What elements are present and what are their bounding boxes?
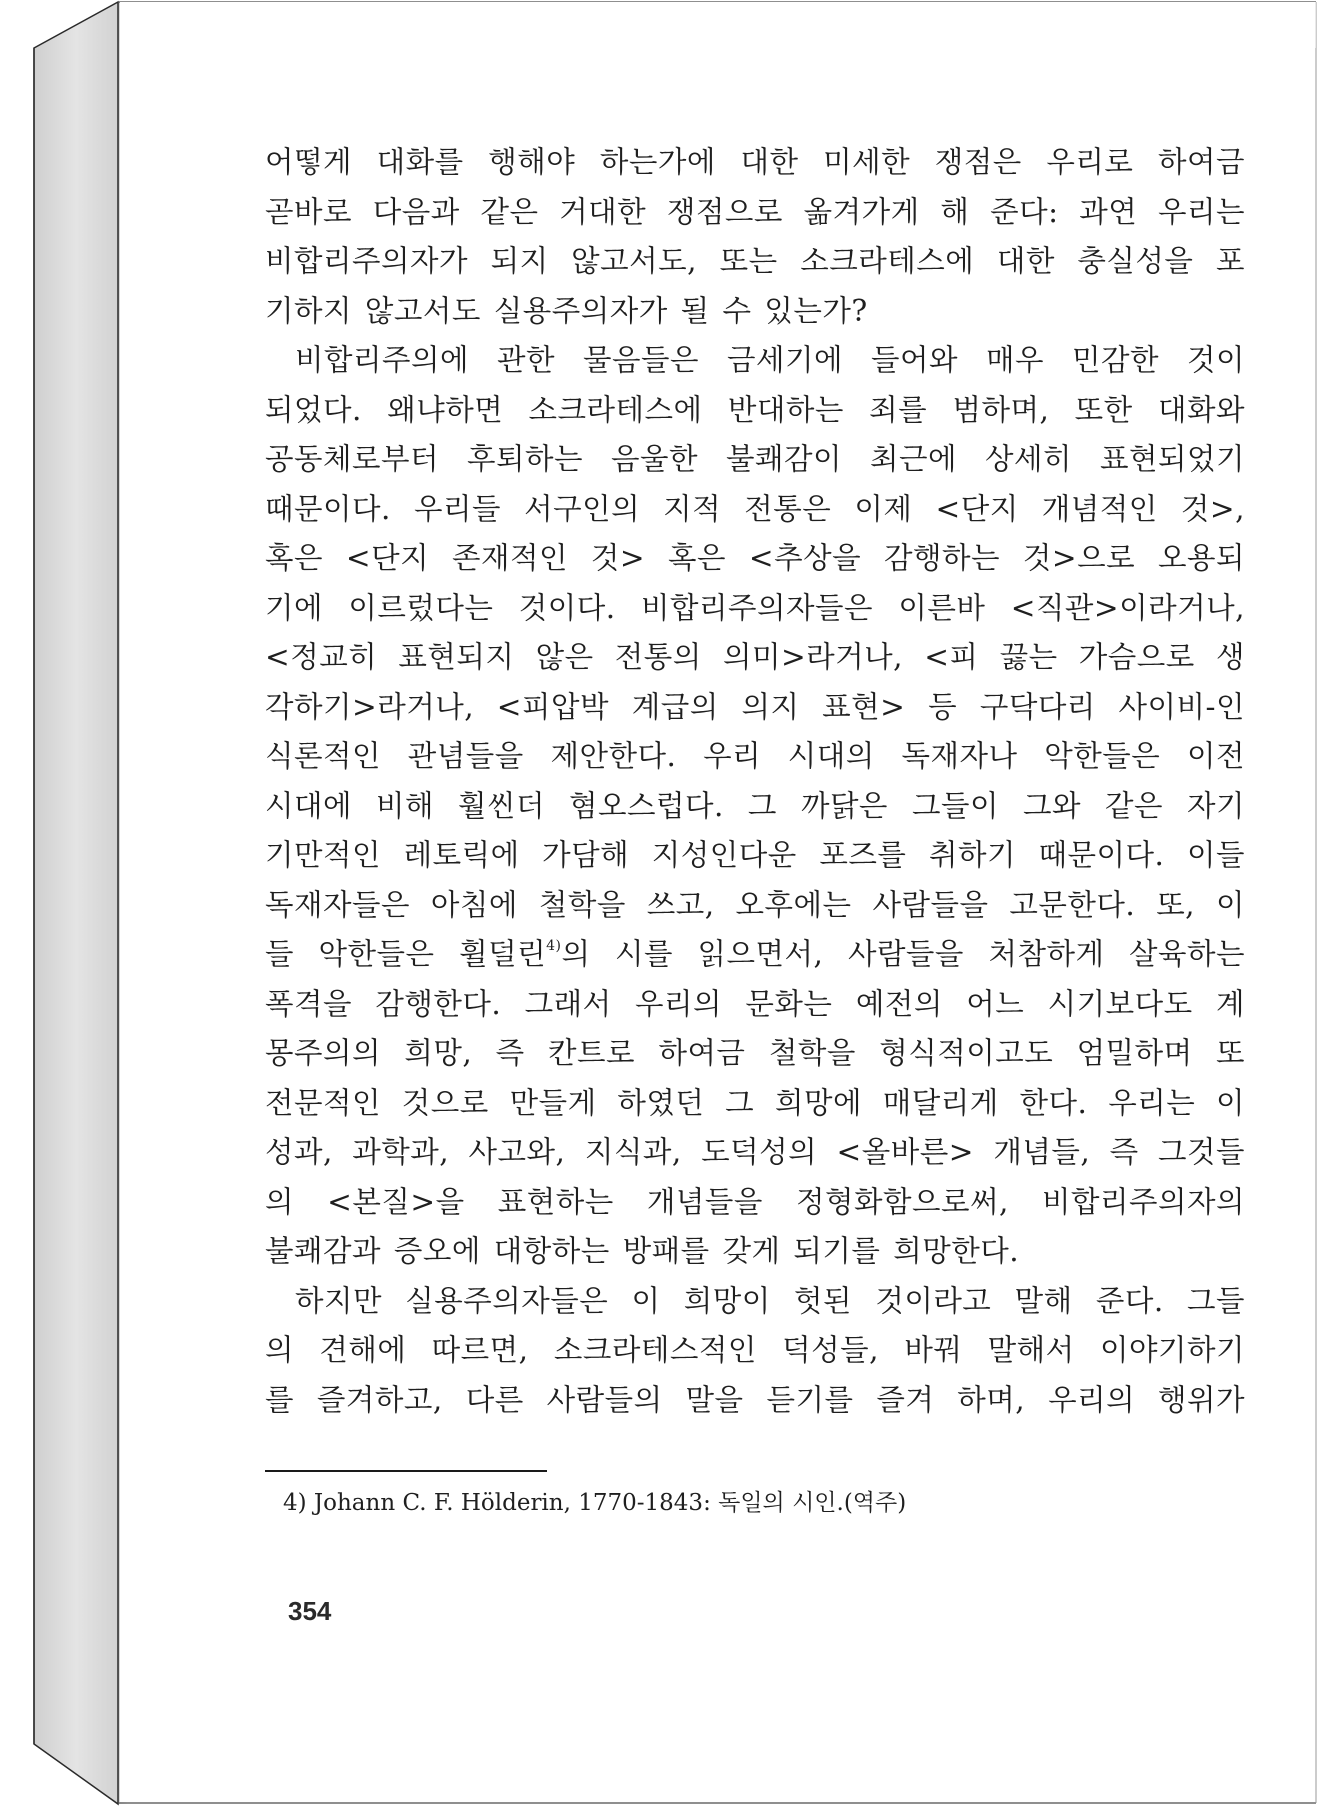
- text-line: 기만적인 레토릭에 가담해 지성인다운 포즈를 취하기 때문이다. 이들: [265, 838, 1245, 872]
- text-line: 어떻게 대화를 행해야 하는가에 대한 미세한 쟁점은 우리로 하여금: [265, 145, 1245, 179]
- text-line: 기하지 않고서도 실용주의자가 될 수 있는가?: [265, 293, 868, 328]
- text-line: 기에 이르렀다는 것이다. 비합리주의자들은 이른바 <직관>이라거나,: [265, 590, 1245, 625]
- footnote-reference: 4): [546, 938, 562, 954]
- text-line: 의 <본질>을 표현하는 개념들을 정형화함으로써, 비합리주의자의: [265, 1184, 1245, 1219]
- text-line: 몽주의의 희망, 즉 칸트로 하여금 철학을 형식적이고도 엄밀하며 또: [265, 1036, 1245, 1070]
- footnote-divider: [265, 1470, 547, 1472]
- text-line: 혹은 <단지 존재적인 것> 혹은 <추상을 감행하는 것>으로 오용되: [265, 541, 1245, 575]
- text-line: 때문이다. 우리들 서구인의 지적 전통은 이제 <단지 개념적인 것>,: [265, 491, 1245, 526]
- text-line: 비합리주의자가 되지 않고서도, 또는 소크라테스에 대한 충실성을 포: [265, 244, 1245, 278]
- text-line: 시대에 비해 훨씬더 혐오스럽다. 그 까닭은 그들이 그와 같은 자기: [265, 788, 1245, 823]
- text-line: 식론적인 관념들을 제안한다. 우리 시대의 독재자나 악한들은 이전: [265, 739, 1245, 773]
- text-line: 를 즐겨하고, 다른 사람들의 말을 듣기를 즐겨 하며, 우리의 행위가: [265, 1382, 1245, 1417]
- text-line: 하지만 실용주의자들은 이 희망이 헛된 것이라고 말해 준다. 그들: [295, 1283, 1245, 1318]
- text-line: 전문적인 것으로 만들게 하였던 그 희망에 매달리게 한다. 우리는 이: [265, 1085, 1245, 1120]
- text-line: 비합리주의에 관한 물음들은 금세기에 들어와 매우 민감한 것이: [295, 343, 1245, 377]
- text-line: 되었다. 왜냐하면 소크라테스에 반대하는 죄를 범하며, 또한 대화와: [265, 392, 1245, 427]
- page-number: 354: [288, 1596, 332, 1626]
- text-line: 곧바로 다음과 같은 거대한 쟁점으로 옮겨가게 해 준다: 과연 우리는: [265, 194, 1245, 229]
- text-segment: 의 시를 읽으면서, 사람들을 처참하게 살육하는: [561, 937, 1245, 971]
- text-line: 독재자들은 아침에 철학을 쓰고, 오후에는 사람들을 고문한다. 또, 이: [265, 887, 1245, 922]
- text-line: <정교히 표현되지 않은 전통의 의미>라거나, <피 끓는 가슴으로 생: [265, 640, 1245, 674]
- footnote: 4) Johann C. F. Hölderin, 1770-1843: 독일의 시인.(역주): [283, 1490, 907, 1516]
- text-line: 의 견해에 따르면, 소크라테스적인 덕성들, 바꿔 말해서 이야기하기: [265, 1333, 1245, 1367]
- body-text: [265, 138, 1245, 1425]
- text-line-with-footnote: [265, 930, 1245, 980]
- text-line: 폭격을 감행한다. 그래서 우리의 문화는 예전의 어느 시기보다도 계: [265, 986, 1245, 1021]
- text-line: 성과, 과학과, 사고와, 지식과, 도덕성의 <올바른> 개념들, 즉 그것들: [265, 1135, 1245, 1169]
- text-segment: 들 악한들은 휠덜린: [265, 937, 547, 971]
- text-line: 불쾌감과 증오에 대항하는 방패를 갖게 되기를 희망한다.: [265, 1234, 1020, 1268]
- book-page: [120, 2, 1315, 1802]
- text-line: 공동체로부터 후퇴하는 음울한 불쾌감이 최근에 상세히 표현되었기: [265, 442, 1245, 476]
- text-line: 각하기>라거나, <피압박 계급의 의지 표현> 등 구닥다리 사이비-인: [265, 689, 1245, 724]
